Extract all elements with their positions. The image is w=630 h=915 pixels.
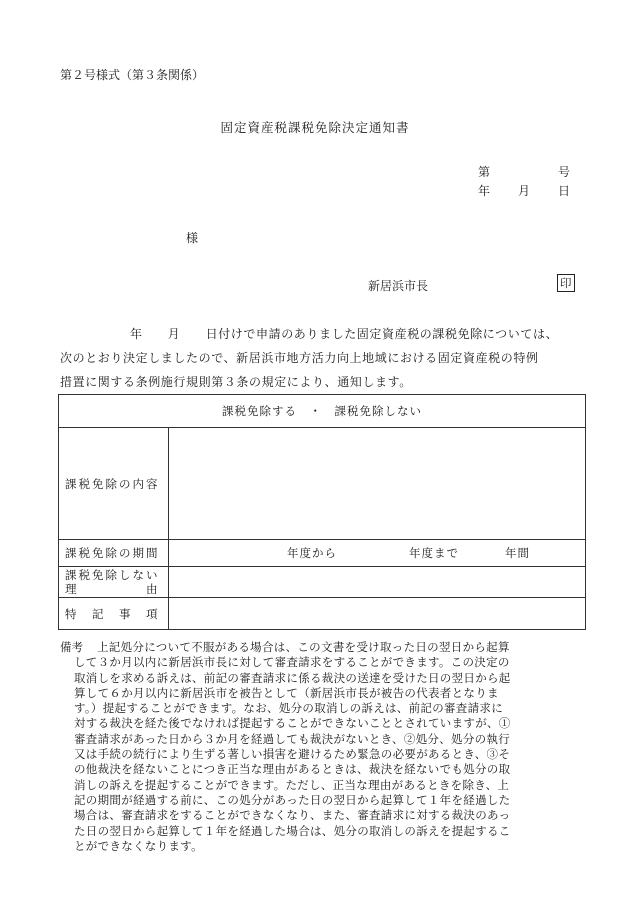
decision-table bbox=[58, 394, 586, 630]
remarks-line: 審査請求があった日から３か月を経過しても裁決がないとき、②処分、処分の執行 bbox=[74, 731, 511, 746]
remarks-line: 消しの訴えを提起することができます。ただし、正当な理由があるときを除き、上 bbox=[74, 777, 510, 792]
addressee-suffix: 様 bbox=[186, 231, 199, 245]
period-from: 年度から bbox=[287, 546, 337, 560]
body-paragraph bbox=[60, 322, 595, 394]
number-prefix: 第 bbox=[478, 165, 491, 179]
period-label: 課税免除の期間 bbox=[59, 540, 169, 567]
remarks-line: 対する裁決を経た後でなければ提起することができないこととされていますが、① bbox=[74, 716, 511, 731]
document-number-line bbox=[478, 163, 570, 180]
remarks-line: 記の期間が経過する前に、この処分があった日の翌日から起算して１年を経過した bbox=[74, 792, 511, 807]
remarks-line: 算して６か月以内に新居浜市を被告として（新居浜市長が被告の代表者となりま bbox=[74, 685, 499, 700]
remarks-label: 備考 bbox=[60, 640, 83, 654]
reason-field[interactable] bbox=[169, 567, 586, 598]
content-field[interactable] bbox=[169, 428, 586, 540]
period-field[interactable] bbox=[169, 540, 586, 567]
document-date-line bbox=[478, 182, 570, 199]
form-number: 第２号様式（第３条関係） bbox=[60, 68, 205, 82]
remarks-line: す。）提起することができます。なお、処分の取消しの訴えは、前記の審査請求に bbox=[74, 701, 504, 716]
body-line-3: 措置に関する条例施行規則第３条の規定により、通知します。 bbox=[60, 375, 412, 389]
period-to: 年度まで bbox=[409, 546, 459, 560]
date-year: 年 bbox=[478, 184, 491, 198]
content-label: 課税免除の内容 bbox=[59, 428, 169, 540]
remarks-line: とができなくなります。 bbox=[74, 838, 203, 853]
remarks-line: 又は手続の続行により生ずる著しい損害を避けるため緊急の必要があるとき、③そ bbox=[74, 747, 511, 762]
document-title: 固定資産税課税免除決定通知書 bbox=[220, 120, 410, 135]
decision-options: 課税免除する ・ 課税免除しない bbox=[59, 395, 586, 428]
date-day: 日 bbox=[557, 184, 570, 198]
body-line-1: 年 月 日付けで申請のありました固定資産税の課税免除については、 bbox=[130, 327, 559, 341]
remarks-line: た日の翌日から起算して１年を経過した場合は、処分の取消しの訴えを提起するこ bbox=[74, 823, 511, 838]
period-years: 年間 bbox=[505, 546, 530, 560]
note-label: 特 記 事 項 bbox=[59, 598, 169, 630]
seal-mark: 印 bbox=[557, 274, 575, 292]
reason-label bbox=[59, 567, 169, 598]
remarks-line: 場合は、審査請求をすることができなくなり、また、審査請求に対する裁決のあっ bbox=[74, 808, 511, 823]
remarks-line: して３か月以内に新居浜市長に対して審査請求をすることができます。この決定の bbox=[74, 655, 510, 670]
issuer-name: 新居浜市長 bbox=[368, 279, 429, 293]
remarks-line: 取消しを求める訴えは、前記の審査請求に係る裁決の送達を受けた日の翌日から起 bbox=[74, 670, 511, 685]
date-month: 月 bbox=[517, 184, 530, 198]
remarks-section bbox=[60, 640, 590, 854]
reason-label-line2: 理 由 bbox=[65, 582, 160, 596]
remarks-line: の他裁決を経ないことにつき正当な理由があるときは、裁決を経ないでも処分の取 bbox=[74, 762, 511, 777]
reason-label-line1: 課税免除しない bbox=[65, 568, 160, 582]
remarks-line: 上記処分について不服がある場合は、この文書を受け取った日の翌日から起算 bbox=[97, 640, 510, 654]
note-field[interactable] bbox=[169, 598, 586, 630]
body-line-2: 次のとおり決定しましたので、新居浜市地方活力向上地域における固定資産税の特例 bbox=[60, 351, 539, 365]
number-suffix: 号 bbox=[557, 165, 570, 179]
